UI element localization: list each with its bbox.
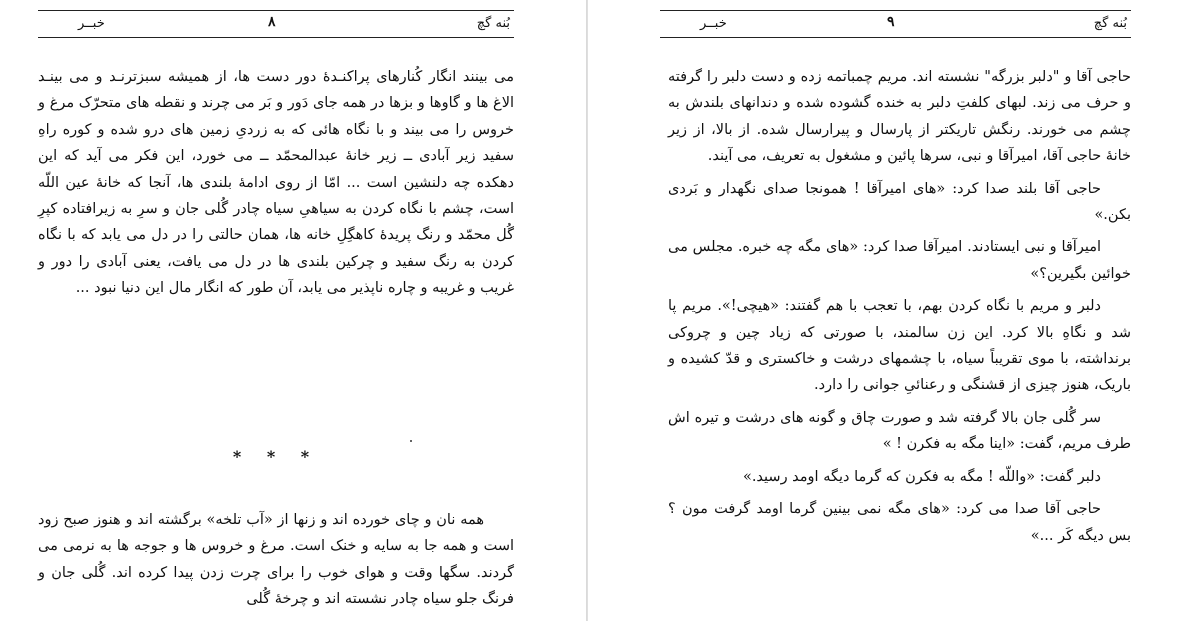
left-header-book-title: بُنه گچ [476, 16, 510, 31]
right-paragraph-7: حاجی آقا صدا می کرد: «های مگه نمی بینین گرما اومد گرفت مون ؟ بس دیگه کَر ...» [668, 501, 1131, 544]
right-header-page-number: ۹ [887, 14, 895, 30]
speck [410, 440, 412, 442]
right-header-book-title: بُنه گچ [1093, 16, 1127, 31]
right-body [668, 64, 1131, 555]
right-paragraph-1: حاجی آقا و "دلبر بزرگه" نشسته اند. مریم چمباتمه زده و دست دلبر را گرفته و حرف می زند. لبهای کلفتِ دلبر به خنده گشوده شده و دندانهای بلندش به چشم می خورند. رنگش تاریکتر از پارسال و پیرارسال شده. از بالا، از زیر خانهٔ حاجی آقا، امیرآقا و نبی، سرها پائین و مشغول به تعریف، می آیند. [668, 69, 1131, 165]
page-gutter [586, 0, 588, 621]
right-paragraph-5: سر گُلی جان بالا گرفته شد و صورت چاق و گونه های درشت و تیره اش طرف مریم، گفت: «اینا مگه به فکرن ! » [668, 409, 1131, 453]
right-header-chapter: خبــر [700, 16, 727, 31]
right-paragraph-3: امیرآقا و نبی ایستادند. امیرآقا صدا کرد: «های مگه چه خبره. مجلس می خوائین بگیرین؟» [668, 239, 1131, 282]
left-page [0, 0, 588, 621]
right-paragraph-2: حاجی آقا بلند صدا کرد: «های امیرآقا ! همونجا صدای نگهدار و بَردی بکن.» [668, 180, 1131, 224]
left-header-page-number: ۸ [268, 14, 276, 30]
left-page-header [38, 10, 514, 38]
left-section-2 [38, 507, 514, 619]
right-paragraph-4: دلبر و مریم با نگاه کردن بهم، با تعجب با هم گفتند: «هیچی!». مریم پا شد و نگاهِ بالا کرد. این زن سالمند، با صورتی که زیاد چین و چروکی برنداشته، با موی تقریباً سیاه، با چشمهای درشت و خاکستری و قدّ کشیده و باریک، هنوز چیزی از قشنگی و رعنائیِ جوانی را دارد. [668, 298, 1131, 394]
right-page [590, 0, 1181, 621]
right-page-header [660, 10, 1131, 38]
left-paragraph-1: می بینند انگار کُنارهای پراکنـدهٔ دور دست ها، از همیشه سبزترنـد و می بینـد الاغ ها و گاوها و بزها در همه جای دَور و بَر می چرند و نقطه های متحرّک مرغ و خروس را می بیند و با نگاه هائی که به زردیِ زمین های درو شده و کوره راهِ سفید زیر آبادی ــ زیر خانهٔ عبدالمحمّد ــ می خورد، این فکر می آید که این دهکده چه دلنشین است ... امّا از روی ادامهٔ بلندی ها، آنجا که خانهٔ عین اللّه است، چشم با نگاه کردن به سیاهیِ سیاه چادر گُلی جان و سرِ به زیرافتاده کپرِ گُل محمّد و رنگ پریدهٔ کاهگِلِ خانه ها، همان حالتی را در دل می یابد که با نگاه کردن به رنگ سفید و چرکین بلندی ها در دل می یافت، یعنی آبادی را دور و غریب و غریبه و چاره ناپذیر می یابد، آن طور که انگار مال این دنیا نبود ... [38, 69, 514, 297]
left-section-1 [38, 64, 514, 308]
left-paragraph-2: همه نان و چای خورده اند و زنها از «آب تلخه» برگشته اند و هنوز صبح زود است و همه جا به سایه و خنک است. مرغ و خروس ها و جوجه ها به نرمی می گردند. سگها وقت و هوای خوب را برای چرت زدن پیدا کرده اند. گُلی جان و فرنگ جلو سیاه چادر نشسته اند و چرخهٔ گُلی [38, 512, 514, 608]
left-header-chapter: خبــر [78, 16, 105, 31]
right-paragraph-6: دلبر گفت: «واللّه ! مگه به فکرن که گرما دیگه اومد رسید.» [742, 468, 1101, 485]
section-separator: * * * [232, 447, 320, 466]
